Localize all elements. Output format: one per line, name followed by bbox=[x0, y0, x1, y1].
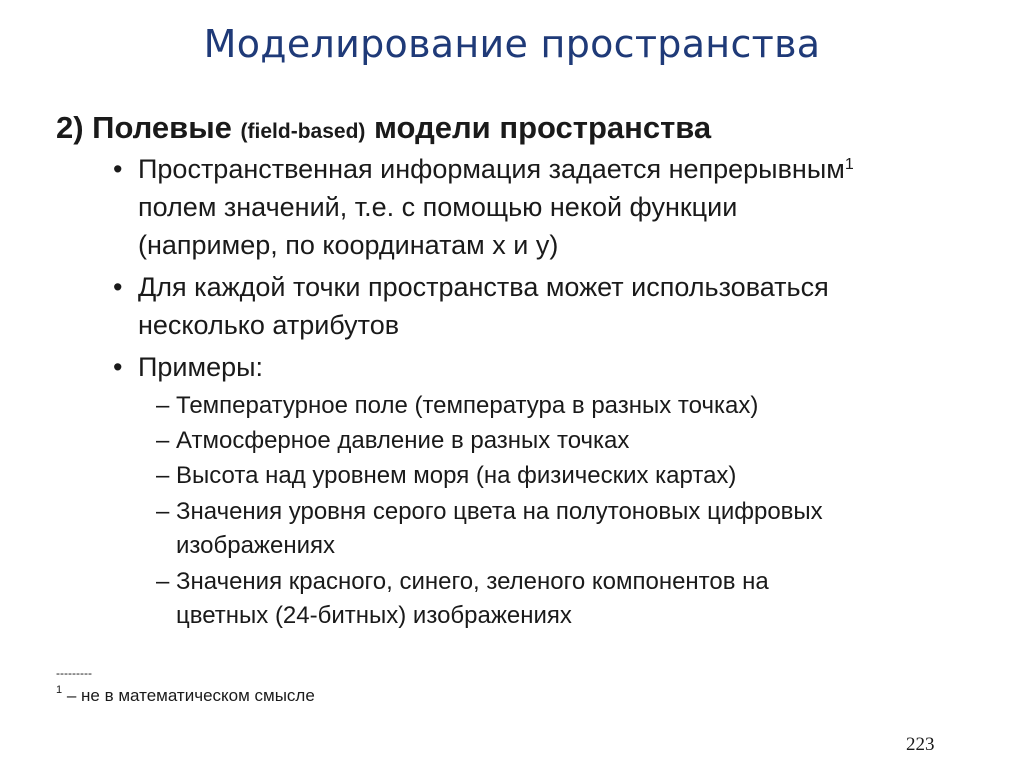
bullet-text: Для каждой точки пространства может использоваться bbox=[138, 272, 829, 302]
heading-parenthetical: (field-based) bbox=[240, 120, 366, 143]
bullet-text: Пространственная информация задается непрерывным bbox=[138, 154, 845, 184]
bullet-text: несколько атрибутов bbox=[138, 310, 400, 340]
footnote-reference: 1 bbox=[844, 156, 854, 173]
bullet-item bbox=[113, 348, 263, 386]
example-item bbox=[156, 424, 629, 458]
dash-marker: – bbox=[156, 427, 170, 454]
slide-title: Моделирование пространства bbox=[203, 22, 821, 66]
example-text: Температурное поле (температура в разных точках) bbox=[176, 392, 759, 419]
bullet-line bbox=[113, 150, 854, 188]
bullet-line bbox=[113, 268, 829, 306]
footnote-separator: --------- bbox=[56, 666, 92, 680]
page-number: 223 bbox=[906, 734, 935, 755]
example-item bbox=[156, 495, 823, 563]
bullet-marker: • bbox=[113, 352, 123, 382]
example-text: Значения уровня серого цвета на полутоновых цифровых bbox=[176, 498, 823, 525]
dash-marker: – bbox=[156, 498, 170, 525]
example-text: Высота над уровнем моря (на физических картах) bbox=[176, 462, 737, 489]
example-text: Атмосферное давление в разных точках bbox=[176, 427, 630, 454]
bullet-item bbox=[113, 268, 829, 344]
heading-suffix: модели пространства bbox=[374, 110, 712, 145]
footnote-text: – не в математическом смысле bbox=[62, 686, 315, 705]
bullet-item bbox=[113, 150, 854, 264]
footnote bbox=[56, 686, 315, 706]
bullet-line bbox=[113, 348, 263, 386]
bullet-text: Примеры: bbox=[138, 352, 264, 382]
bullet-marker: • bbox=[113, 272, 123, 302]
footnote-marker: 1 bbox=[56, 684, 63, 696]
example-text: Значения красного, синего, зеленого компонентов на bbox=[176, 568, 769, 595]
dash-marker: – bbox=[156, 462, 170, 489]
example-item bbox=[156, 459, 736, 493]
example-text: цветных (24-битных) изображениях bbox=[176, 602, 572, 629]
section-heading bbox=[56, 110, 711, 146]
bullet-text: (например, по координатам x и y) bbox=[138, 230, 559, 260]
bullet-text: полем значений, т.е. с помощью некой функции bbox=[138, 192, 738, 222]
heading-prefix: 2) Полевые bbox=[56, 110, 232, 145]
example-item bbox=[156, 389, 758, 423]
example-item bbox=[156, 565, 769, 633]
dash-marker: – bbox=[156, 568, 170, 595]
dash-marker: – bbox=[156, 392, 170, 419]
example-text: изображениях bbox=[176, 532, 335, 559]
bullet-marker: • bbox=[113, 154, 123, 184]
